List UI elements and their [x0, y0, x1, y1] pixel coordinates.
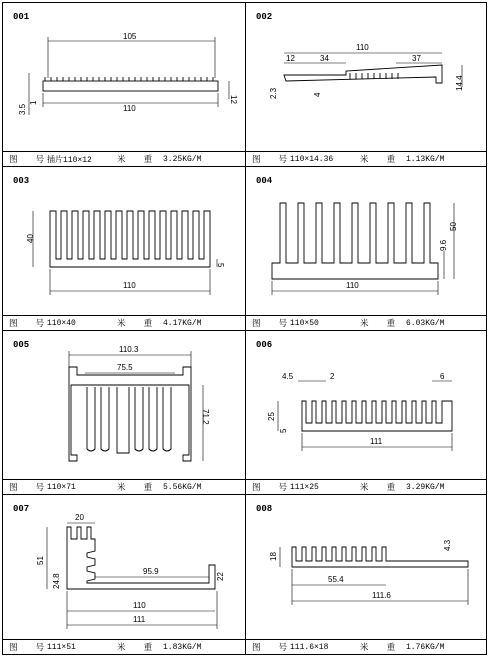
drawing-no-label: 图 号	[9, 154, 53, 164]
part-number: 004	[256, 176, 273, 186]
dim-base: 5	[279, 428, 288, 433]
dim-right: 14.4	[455, 75, 464, 91]
profile-drawing	[3, 167, 247, 317]
info-bar	[3, 479, 245, 494]
dim-bottom: 110	[123, 104, 136, 113]
dim-height: 51	[36, 556, 45, 565]
dim-mid: 24.8	[52, 573, 61, 589]
part-cell-002	[245, 2, 487, 167]
part-number: 008	[256, 504, 273, 514]
dim-d2: 34	[320, 54, 329, 63]
dim-fin: 2	[330, 372, 335, 381]
profile-drawing	[3, 3, 247, 153]
dim-inner: 75.5	[117, 363, 133, 372]
part-number: 006	[256, 340, 273, 350]
meter-weight-label: 米 重	[117, 318, 161, 328]
drawing-no-label: 图 号	[252, 318, 296, 328]
profile-drawing	[246, 3, 488, 153]
dim-width: 110	[123, 281, 136, 290]
part-cell-007	[2, 494, 246, 655]
drawing-no-label: 图 号	[9, 318, 53, 328]
info-bar	[3, 639, 245, 654]
part-number: 007	[13, 504, 30, 514]
dim-top: 110.3	[119, 345, 139, 354]
dim-height: 25	[267, 412, 276, 421]
part-weight: 1.13KG/M	[406, 154, 445, 164]
part-size: 110×71	[47, 482, 76, 492]
part-cell-001	[2, 2, 246, 167]
dim-left: 2.3	[269, 87, 278, 99]
profile-drawing	[246, 167, 488, 317]
dim-mid: 4	[313, 92, 322, 97]
meter-weight-label: 米 重	[360, 642, 404, 652]
part-cell-004	[245, 166, 487, 331]
part-cell-003	[2, 166, 246, 331]
dim-top: 105	[123, 32, 137, 41]
part-size: 111×25	[290, 482, 319, 492]
dim-d1: 12	[286, 54, 295, 63]
part-cell-006	[245, 330, 487, 495]
meter-weight-label: 米 重	[117, 154, 161, 164]
dim-small: 1	[29, 100, 38, 105]
dim-w1: 110	[133, 601, 146, 610]
meter-weight-label: 米 重	[117, 482, 161, 492]
dim-height: 18	[269, 552, 278, 561]
profile-drawing	[246, 495, 488, 641]
part-number: 005	[13, 340, 30, 350]
dim-thick: 4.3	[443, 539, 452, 551]
dim-inner: 95.9	[143, 567, 159, 576]
dim-height: 71.2	[201, 409, 210, 425]
info-bar	[246, 151, 486, 166]
dim-inner: 55.4	[328, 575, 344, 584]
drawing-no-label: 图 号	[252, 642, 296, 652]
profile-drawing	[3, 495, 247, 641]
part-cell-008	[245, 494, 487, 655]
part-size: 110×50	[290, 318, 319, 328]
drawing-no-label: 图 号	[252, 154, 296, 164]
info-bar	[3, 151, 245, 166]
dim-pitch: 4.5	[282, 372, 294, 381]
dim-width: 111.6	[372, 591, 391, 600]
info-bar	[3, 315, 245, 330]
part-size: 110×40	[47, 318, 76, 328]
profile-drawing	[3, 331, 247, 481]
part-size: 110×14.36	[290, 154, 334, 164]
dim-base: 5	[216, 263, 225, 268]
dim-height: 12	[229, 95, 238, 104]
dim-d3: 37	[412, 54, 421, 63]
part-weight: 1.83KG/M	[163, 642, 202, 652]
part-cell-005	[2, 330, 246, 495]
drawing-no-label: 图 号	[9, 482, 53, 492]
meter-weight-label: 米 重	[360, 318, 404, 328]
meter-weight-label: 米 重	[360, 154, 404, 164]
dim-base: 3.5	[18, 103, 27, 115]
info-bar	[246, 639, 486, 654]
part-weight: 3.25KG/M	[163, 154, 202, 164]
part-number: 002	[256, 12, 273, 22]
dim-end: 6	[440, 372, 445, 381]
drawing-no-label: 图 号	[252, 482, 296, 492]
part-weight: 6.03KG/M	[406, 318, 445, 328]
dim-w2: 111	[133, 615, 146, 624]
part-weight: 4.17KG/M	[163, 318, 202, 328]
dim-width: 110	[346, 281, 359, 290]
profile-drawing	[246, 331, 488, 481]
dim-height: 40	[26, 234, 35, 243]
part-size: 插片110×12	[47, 155, 92, 165]
dim-right: 22	[216, 572, 225, 581]
info-bar	[246, 315, 486, 330]
meter-weight-label: 米 重	[117, 642, 161, 652]
dim-width: 111	[370, 437, 383, 446]
drawing-no-label: 图 号	[9, 642, 53, 652]
dim-top: 20	[75, 513, 84, 522]
dim-height: 50	[449, 222, 458, 231]
part-number: 003	[13, 176, 30, 186]
part-weight: 5.56KG/M	[163, 482, 202, 492]
dim-base: 9.6	[439, 239, 448, 251]
part-weight: 1.76KG/M	[406, 642, 445, 652]
dim-top: 110	[356, 43, 369, 52]
part-size: 111.6×18	[290, 642, 329, 652]
meter-weight-label: 米 重	[360, 482, 404, 492]
info-bar	[246, 479, 486, 494]
part-number: 001	[13, 12, 30, 22]
part-weight: 3.29KG/M	[406, 482, 445, 492]
part-size: 111×51	[47, 642, 76, 652]
